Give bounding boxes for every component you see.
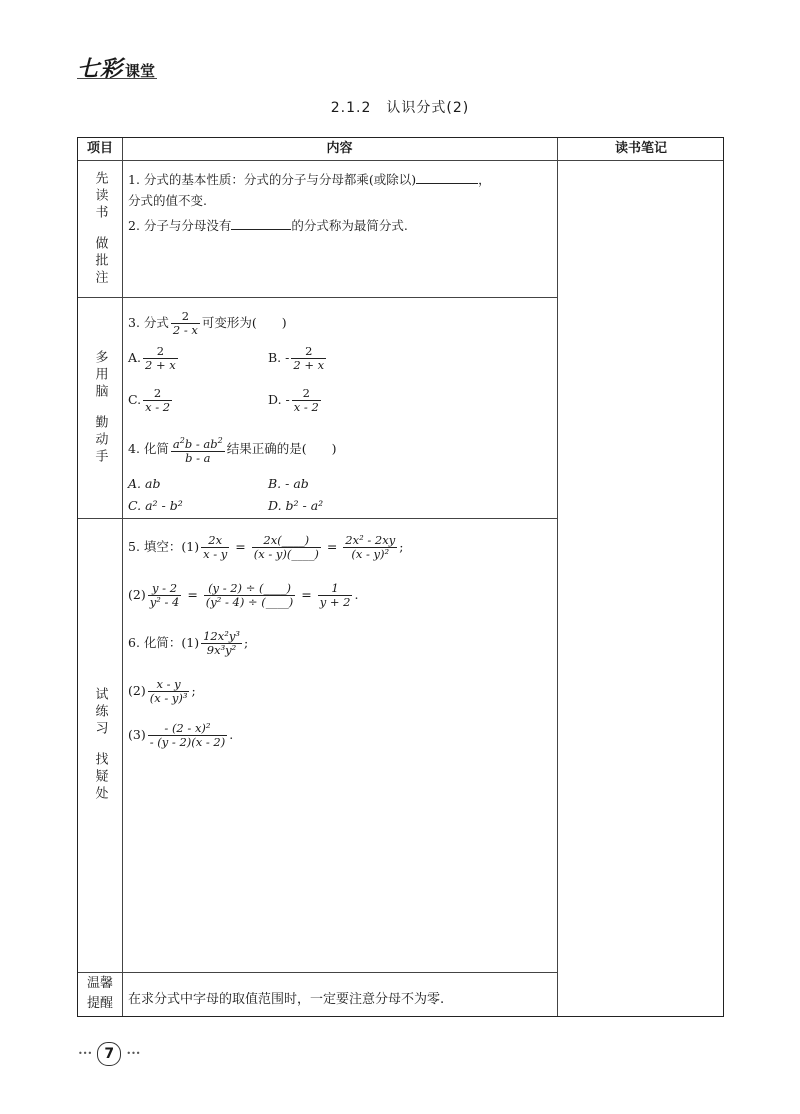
question-1-line-1	[128, 170, 491, 188]
option-numerator: 2	[143, 345, 178, 359]
option-label: C.	[128, 498, 142, 513]
question-5-part-2: (2) $\frac{y - 2}{\text{y² - 4}}$ = $\frac{(y - 2) \div (\_\_\_\_)}{\text{(y² - 4) ÷ (\_\_\_\_)}}$ = $\frac{1}{y + 2}$ .	[128, 581, 359, 609]
header-divider	[78, 160, 723, 161]
question-6-part-2: (2) $\frac{x - y}{\text{(x - y)³}}$ ;	[128, 677, 196, 705]
q4-fraction	[171, 434, 225, 465]
numerator: 12x²y³	[203, 629, 240, 643]
q3-suffix: 可变形为( )	[201, 315, 287, 330]
option-label: A.	[128, 350, 142, 365]
page-title: 2.1.2 认识分式(2)	[330, 100, 470, 116]
option-text: - ab	[285, 476, 309, 491]
option-label: B.	[268, 476, 282, 491]
page-number: 7	[97, 1042, 121, 1066]
section-label-a: 先读书	[92, 170, 108, 222]
denominator: 9x³y²	[206, 643, 237, 657]
q6-part-label: (3)	[128, 727, 146, 742]
page-footer	[78, 1042, 141, 1066]
q4-denominator: b - a	[185, 450, 211, 465]
q5-prefix: 5. 填空：(1)	[128, 539, 200, 554]
q5-part-label: (2)	[128, 587, 146, 602]
option-label: B.	[268, 350, 282, 365]
q4-option-d[interactable]	[268, 498, 323, 513]
section-label-practice	[78, 518, 122, 972]
worksheet-table	[77, 137, 724, 1017]
q2-text-b: 的分式称为最简分式.	[291, 218, 408, 233]
q3-option-b[interactable]	[268, 345, 328, 372]
column-divider	[557, 138, 558, 1016]
denominator: y + 2	[319, 595, 351, 609]
section-label-b: 找疑处	[92, 752, 108, 803]
q5-fraction-3	[343, 534, 397, 561]
q5-fraction-5	[204, 582, 296, 609]
q4-numerator: $a^2b - ab^2$	[172, 436, 223, 451]
option-denominator: x - 2	[145, 400, 171, 414]
q6-fraction-3	[148, 722, 228, 749]
numerator: y - 2	[148, 582, 182, 596]
section-label-a: 试练习	[92, 687, 108, 738]
option-numerator: 2	[291, 345, 326, 359]
q6-fraction-1	[201, 630, 242, 657]
answer-blank[interactable]	[416, 171, 478, 184]
option-numerator: 2	[143, 387, 172, 401]
question-6-part-3: (3) $\frac{\text{- (2 - x)²}}{- (y - 2)(x - 2)}$ .	[128, 721, 234, 749]
option-text: a² - b²	[145, 498, 183, 513]
section-label-b: 做批注	[92, 235, 108, 287]
footer-dots: •••	[78, 1049, 93, 1058]
q5-fraction-4	[148, 582, 182, 609]
row-divider	[78, 297, 557, 298]
denominator: (x - y)(____)	[253, 547, 319, 561]
option-text: b² - a²	[285, 498, 324, 513]
numerator: x - y	[148, 678, 190, 692]
q5-fraction-6	[318, 582, 353, 609]
column-divider	[122, 138, 123, 1016]
denominator: (x - y)³	[149, 691, 188, 705]
option-sign: -	[285, 392, 290, 407]
q3-denominator: 2 - x	[172, 323, 198, 337]
option-denominator: 2 + x	[293, 358, 325, 372]
q4-suffix: 结果正确的是( )	[226, 440, 337, 456]
section-label-a: 温馨	[86, 976, 113, 991]
question-5-part-1: 5. 填空：(1) $\frac{2x}{x - y}$ = $\frac{2x(\_\_\_\_)}{(x - y)(\_\_\_\_)}$ = $\frac{\text{2x² - 2xy}}{\text{(x - y)²}}$ ;	[128, 533, 404, 561]
numerator: 2x(____)	[252, 534, 321, 548]
option-label: C.	[128, 392, 142, 407]
q4-prefix: 4. 化简	[128, 440, 169, 456]
brand-name-sub: 课堂	[125, 62, 156, 80]
q4-option-b[interactable]	[268, 476, 309, 491]
question-2	[128, 216, 408, 234]
option-fraction	[291, 345, 326, 372]
section-label-tip	[78, 972, 122, 1016]
q6-fraction-2	[148, 678, 190, 705]
numerator: 2x² - 2xy	[345, 533, 396, 547]
header-notes: 读书笔记	[614, 141, 667, 156]
section-label-b: 提醒	[86, 996, 113, 1011]
option-denominator: x - 2	[293, 400, 319, 414]
option-fraction	[292, 387, 321, 414]
tip-text: 在求分式中字母的取值范围时，一定要注意分母不为零.	[128, 992, 445, 1007]
q3-option-c[interactable]	[128, 387, 174, 414]
q6-part-label: (2)	[128, 683, 146, 698]
q5-fraction-1	[201, 534, 229, 561]
section-label-think	[78, 297, 122, 518]
section-label-read	[78, 160, 122, 297]
q3-prefix: 3. 分式	[128, 315, 169, 330]
q3-numerator: 2	[171, 310, 200, 324]
option-text: ab	[145, 476, 161, 491]
option-sign: -	[285, 350, 290, 365]
numerator: (y - 2) ÷ (____)	[204, 582, 296, 596]
section-label-a: 多用脑	[92, 349, 108, 401]
question-1-line-2: 分式的值不变.	[128, 193, 207, 208]
question-6-part-1: 6. 化简：(1) $\frac{\text{12x²y³}}{\text{9x³y²}}$ ;	[128, 629, 249, 657]
numerator: - (2 - x)²	[148, 722, 228, 736]
numerator: 2x	[201, 534, 229, 548]
denominator: y² - 4	[149, 595, 180, 609]
header-item: 项目	[86, 141, 113, 156]
option-label: D.	[268, 498, 282, 513]
q1-comma: ，	[478, 172, 491, 187]
q2-text-a: 2. 分子与分母没有	[128, 218, 232, 233]
q3-option-d[interactable]	[268, 387, 323, 414]
q5-fraction-2	[252, 534, 321, 561]
header-content: 内容	[326, 141, 353, 156]
brand-name-main: 七彩	[77, 57, 124, 82]
denominator: (y² - 4) ÷ (____)	[205, 595, 294, 609]
option-label: A.	[128, 476, 142, 491]
question-3	[128, 310, 287, 337]
q3-fraction	[171, 310, 200, 337]
numerator: 1	[318, 582, 353, 596]
option-label: D.	[268, 392, 282, 407]
q1-text: 1. 分式的基本性质：分式的分子与分母都乘(或除以)	[128, 172, 417, 187]
denominator: x - y	[203, 547, 228, 561]
question-4	[128, 434, 337, 465]
q4-option-a[interactable]	[128, 476, 160, 491]
answer-blank[interactable]	[231, 217, 291, 230]
denominator: - (y - 2)(x - 2)	[149, 735, 226, 749]
denominator: (x - y)²	[351, 547, 390, 561]
q6-prefix: 6. 化简：(1)	[128, 635, 200, 650]
footer-dots: •••	[126, 1049, 141, 1058]
row-divider	[78, 518, 557, 519]
option-denominator: 2 + x	[145, 358, 176, 372]
option-fraction	[143, 345, 178, 372]
option-fraction	[143, 387, 172, 414]
option-numerator: 2	[292, 387, 321, 401]
row-divider	[78, 972, 557, 973]
q4-option-c[interactable]	[128, 498, 183, 513]
brand-underline	[77, 78, 157, 79]
q3-option-a[interactable]	[128, 345, 180, 372]
section-label-b: 勤动手	[92, 414, 108, 466]
